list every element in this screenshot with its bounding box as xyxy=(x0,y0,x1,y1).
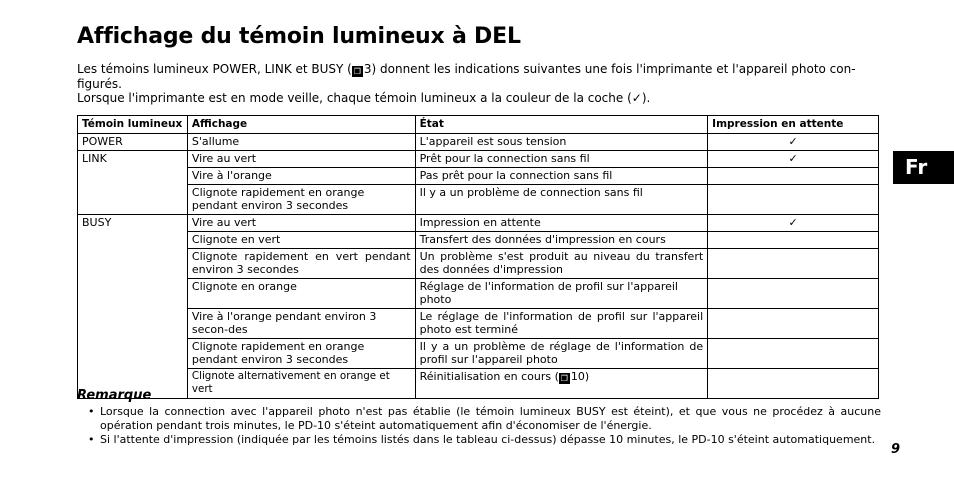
state-cell: Transfert des données d'impression en cours xyxy=(415,232,708,249)
led-name: LINK xyxy=(78,151,188,215)
state-cell: Pas prêt pour la connection sans fil xyxy=(415,168,708,185)
checkmark-icon: ✓ xyxy=(788,135,798,148)
display-cell: Clignote en orange xyxy=(187,279,415,309)
pending-cell xyxy=(708,309,879,339)
table-row xyxy=(78,369,879,399)
display-cell: Clignote en vert xyxy=(187,232,415,249)
state-cell: Réinitialisation en cours ( ❐ 10) xyxy=(415,369,708,399)
header-led: Témoin lumineux xyxy=(78,116,188,134)
display-cell: Vire au vert xyxy=(187,151,415,168)
table-row xyxy=(78,249,879,279)
list-item: • Lorsque la connection avec l'appareil photo n'est pas établie (le témoin lumineux BUSY est éteint), et que vous ne procédez à aucune opération pendant trois minutes, le PD-10 s'éteint automatiquement afin d'économiser de l'énergie. xyxy=(88,405,881,432)
display-cell: Vire à l'orange xyxy=(187,168,415,185)
book-reference-icon: ❐ xyxy=(560,374,568,383)
pending-cell xyxy=(708,249,879,279)
table-row xyxy=(78,339,879,369)
table-row xyxy=(78,309,879,339)
pending-cell xyxy=(708,369,879,399)
page-title: Affichage du témoin lumineux à DEL xyxy=(77,24,521,49)
header-state: État xyxy=(415,116,708,134)
led-name: POWER xyxy=(78,134,188,151)
intro-paragraph-1: Les témoins lumineux POWER, LINK et BUSY ( ❐ 3) donnent les indications suivantes une fois l'imprimante et l'appareil photo con-figurés. xyxy=(77,62,856,91)
state-cell: Impression en attente xyxy=(415,215,708,232)
display-cell: Clignote rapidement en vert pendant environ 3 secondes xyxy=(187,249,415,279)
list-item: • Si l'attente d'impression (indiquée par les témoins listés dans le tableau ci-dessus) dépasse 10 minutes, le PD-10 s'éteint automatiquement. xyxy=(88,433,876,446)
language-tab: Fr xyxy=(893,151,954,184)
display-cell: Vire à l'orange pendant environ 3 secon-des xyxy=(187,309,415,339)
table-row xyxy=(78,232,879,249)
state-cell: Le réglage de l'information de profil sur l'appareil photo est terminé xyxy=(415,309,708,339)
display-cell: Vire au vert xyxy=(187,215,415,232)
display-cell: Clignote alternativement en orange et vert xyxy=(187,369,415,399)
bullet: • xyxy=(88,433,95,446)
pending-cell xyxy=(708,339,879,369)
remark-list xyxy=(88,405,881,447)
state-cell: Il y a un problème de réglage de l'information de profil sur l'appareil photo xyxy=(415,339,708,369)
pending-cell xyxy=(708,232,879,249)
book-reference-icon: ❐ xyxy=(353,67,361,76)
page-number: 9 xyxy=(891,442,901,457)
display-cell: Clignote rapidement en orange pendant environ 3 secondes xyxy=(187,339,415,369)
table-row xyxy=(78,279,879,309)
state-cell: Il y a un problème de connection sans fil xyxy=(415,185,708,215)
table-row xyxy=(78,215,879,232)
led-name: BUSY xyxy=(78,215,188,399)
table-header-row xyxy=(78,116,879,134)
pending-cell xyxy=(708,215,879,232)
checkmark-icon: ✓ xyxy=(788,216,798,229)
pending-cell xyxy=(708,134,879,151)
intro-text xyxy=(77,62,881,105)
table-row xyxy=(78,151,879,168)
pending-cell xyxy=(708,151,879,168)
page-reference: 10 xyxy=(570,370,585,383)
pending-cell xyxy=(708,279,879,309)
intro-paragraph-2: Lorsque l'imprimante est en mode veille, chaque témoin lumineux a la couleur de la coche (✓). xyxy=(77,91,651,105)
pending-cell xyxy=(708,168,879,185)
header-display: Affichage xyxy=(187,116,415,134)
display-cell: S'allume xyxy=(187,134,415,151)
header-pending: Impression en attente xyxy=(708,116,879,134)
display-cell: Clignote rapidement en orange pendant environ 3 secondes xyxy=(187,185,415,215)
table-row xyxy=(78,168,879,185)
state-cell: Prêt pour la connection sans fil xyxy=(415,151,708,168)
state-cell: Réglage de l'information de profil sur l'appareil photo xyxy=(415,279,708,309)
led-status-table xyxy=(77,115,879,399)
table-row xyxy=(78,185,879,215)
remark-heading: Remarque xyxy=(77,388,152,403)
state-cell: L'appareil est sous tension xyxy=(415,134,708,151)
bullet: • xyxy=(88,405,95,418)
state-cell: Un problème s'est produit au niveau du transfert des données d'impression xyxy=(415,249,708,279)
table-row xyxy=(78,134,879,151)
pending-cell xyxy=(708,185,879,215)
page-reference: 3 xyxy=(363,62,372,76)
checkmark-icon: ✓ xyxy=(788,152,798,165)
